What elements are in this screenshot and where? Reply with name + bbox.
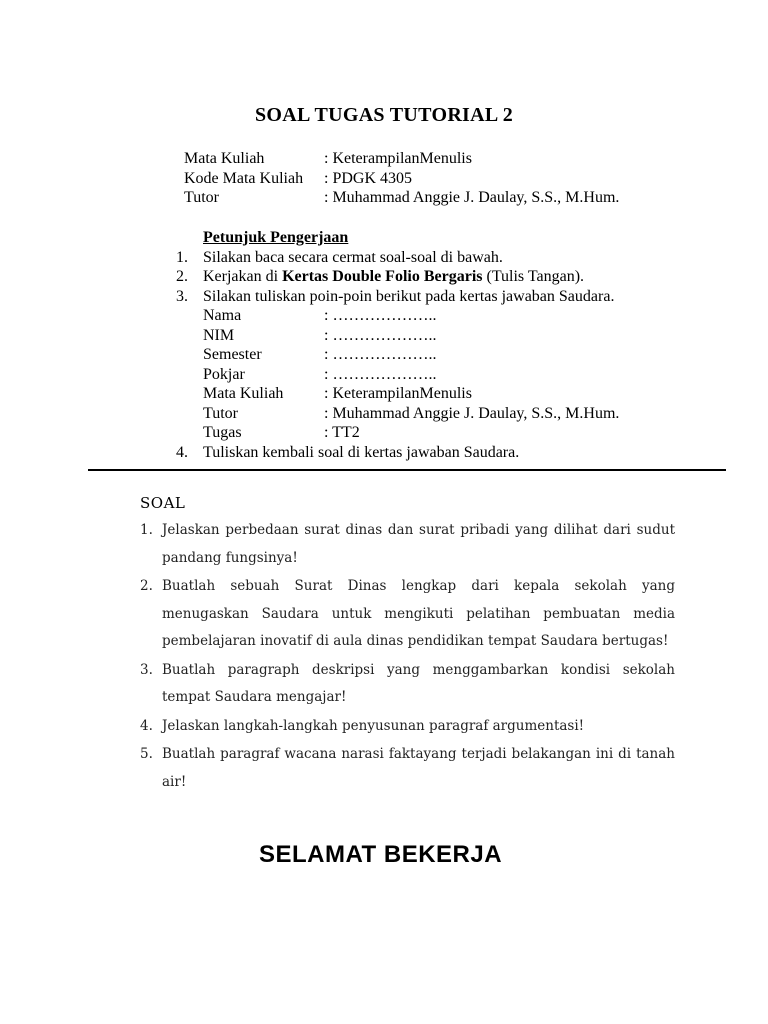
course-info-row	[184, 169, 619, 189]
question-item	[140, 741, 675, 796]
question-number: 2.	[140, 578, 153, 594]
field-value: : Muhammad Anggie J. Daulay, S.S., M.Hum.	[324, 404, 620, 422]
field-row	[203, 404, 619, 424]
instruction-text	[203, 287, 614, 307]
field-row	[203, 306, 619, 326]
field-row	[203, 345, 619, 365]
field-value: : TT2	[324, 424, 360, 441]
question-text: Jelaskan langkah-langkah penyusunan paragraf argumentasi!	[162, 717, 585, 734]
field-row	[203, 384, 619, 404]
question-item	[140, 657, 675, 712]
field-label: Semester	[203, 346, 262, 363]
field-label: Tutor	[203, 404, 238, 422]
document-title: SOAL TUGAS TUTORIAL 2	[254, 104, 514, 126]
questions-heading: SOAL	[140, 494, 186, 512]
field-value: : ………………..	[324, 326, 437, 344]
course-info-row	[184, 149, 619, 169]
course-info-label: Kode Mata Kuliah	[184, 169, 304, 187]
instruction-number: 4.	[176, 443, 188, 461]
question-number: 3.	[140, 661, 153, 678]
course-info-row	[184, 188, 619, 208]
field-label: Nama	[203, 307, 242, 324]
course-info-label: Mata Kuliah	[184, 150, 265, 167]
instruction-text-part: (Tulis Tangan).	[482, 268, 585, 285]
question-number: 4.	[140, 717, 153, 734]
instruction-text-part: Silakan tuliskan poin-poin berikut pada kertas jawaban Saudara.	[203, 287, 615, 305]
instruction-text	[203, 248, 503, 268]
instruction-text: Tuliskan kembali soal di kertas jawaban Saudara.	[203, 443, 520, 461]
field-label: Pokjar	[203, 365, 245, 383]
question-text: Buatlah sebuah Surat Dinas lengkap dari kepala sekolah yang menugaskan Saudara untuk mengikuti pelatihan pembuatan media pembelajaran inovatif di aula dinas pendidikan tempat Saudara bertugas!	[162, 578, 675, 649]
answer-sheet-fields	[203, 306, 619, 443]
course-info-value: : Muhammad Anggie J. Daulay, S.S., M.Hum.	[324, 189, 620, 206]
question-text: Buatlah paragraph deskripsi yang menggambarkan kondisi sekolah tempat Saudara mengajar!	[162, 661, 675, 705]
instruction-emphasis: Kertas Double Folio Bergaris	[282, 268, 483, 285]
instruction-text-part: Kerjakan di	[203, 268, 283, 285]
field-value: : KeterampilanMenulis	[324, 385, 472, 402]
question-text: Jelaskan perbedaan surat dinas dan surat pribadi yang dilihat dari sudut pandang fungsinya!	[162, 522, 675, 566]
field-label: NIM	[203, 326, 235, 344]
instruction-number: 3.	[176, 287, 188, 305]
question-item	[140, 713, 675, 741]
field-row	[203, 365, 619, 385]
instruction-number: 1.	[176, 248, 188, 266]
question-number: 5.	[140, 746, 153, 762]
course-info	[184, 149, 619, 208]
instruction-item	[176, 267, 619, 287]
question-item	[140, 573, 675, 656]
course-info-value: : PDGK 4305	[324, 169, 413, 187]
instruction-text	[203, 267, 584, 287]
course-info-value: : KeterampilanMenulis	[324, 150, 472, 167]
field-value: : ………………..	[324, 365, 437, 383]
course-info-label: Tutor	[184, 189, 219, 206]
instructions	[176, 228, 619, 462]
question-text: Buatlah paragraf wacana narasi faktayang terjadi belakangan ini di tanah air!	[162, 746, 675, 790]
field-label: Tugas	[203, 424, 242, 441]
field-label: Mata Kuliah	[203, 385, 284, 402]
question-list	[140, 517, 675, 797]
instruction-item	[176, 248, 619, 268]
field-value: : ………………..	[324, 346, 437, 363]
instruction-item	[176, 443, 619, 463]
closing-message: SELAMAT BEKERJA	[259, 841, 503, 868]
field-row	[203, 326, 619, 346]
instruction-text-part: Silakan baca secara cermat soal-soal di bawah.	[203, 248, 503, 266]
question-number: 1.	[140, 522, 153, 538]
question-item	[140, 517, 675, 572]
field-value: : ………………..	[324, 307, 437, 324]
field-row	[203, 423, 619, 443]
instruction-number: 2.	[176, 268, 188, 285]
instructions-heading: Petunjuk Pengerjaan	[203, 229, 349, 246]
divider-line	[88, 469, 726, 471]
instruction-item	[176, 287, 619, 307]
